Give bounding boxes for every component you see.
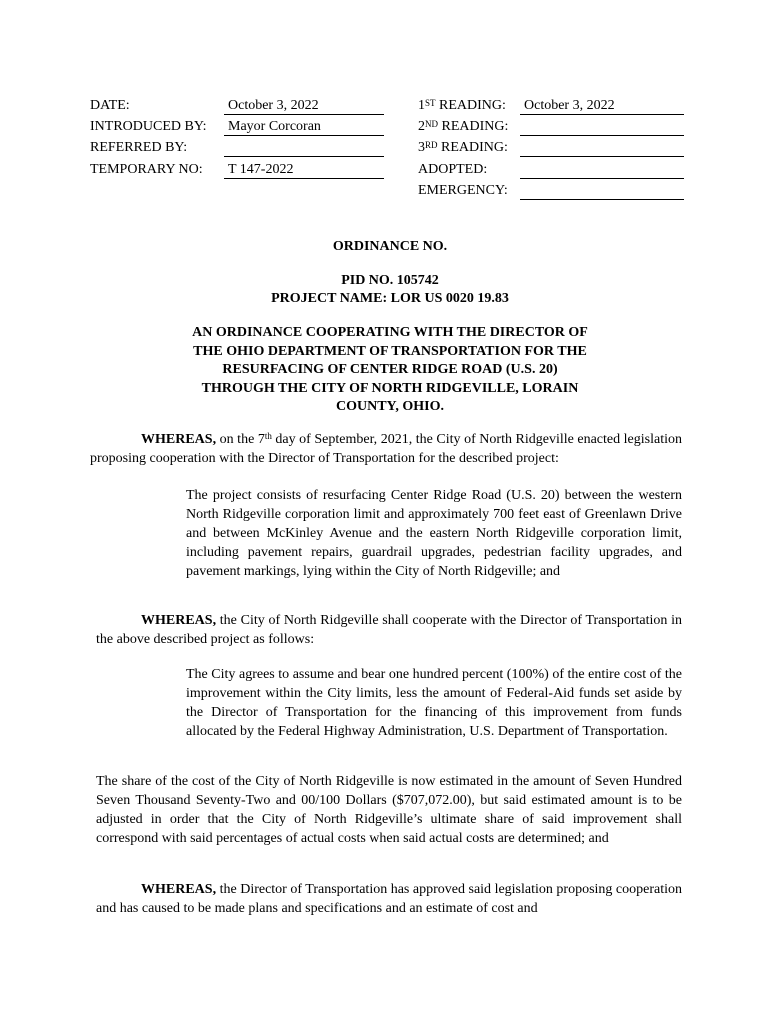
meta-value: T 147-2022 [224,161,384,179]
whereas-paragraph-2: WHEREAS, the City of North Ridgeville shall cooperate with the Director of Transportation in the above described project as follows: [96,613,682,647]
meta-value [520,182,684,200]
meta-label: DATE: [90,98,130,113]
title-line: RESURFACING OF CENTER RIDGE ROAD (U.S. 20) [222,362,558,377]
meta-label: ADOPTED: [418,162,488,177]
title-line: THROUGH THE CITY OF NORTH RIDGEVILLE, LORAIN [201,381,579,396]
meta-label: 3RD READING: [418,140,508,155]
title-line: AN ORDINANCE COOPERATING WITH THE DIRECTOR OF [192,325,588,340]
whereas-lead: WHEREAS, [141,432,217,447]
whereas-paragraph-3: WHEREAS, the Director of Transportation has approved said legislation proposing cooperation and has caused to be made plans and specifications and an estimate of cost and [96,882,682,916]
meta-label: 1ST READING: [418,98,506,113]
meta-value: October 3, 2022 [224,97,384,115]
project-name: PROJECT NAME: LOR US 0020 19.83 [271,291,509,306]
title-line: THE OHIO DEPARTMENT OF TRANSPORTATION FOR THE [193,344,587,359]
ordinance-number: ORDINANCE NO. [332,239,448,254]
meta-value: October 3, 2022 [520,97,684,115]
pid-number: PID NO. 105742 [341,273,439,288]
meta-value [520,139,684,157]
cost-share-paragraph: The share of the cost of the City of North Ridgeville is now estimated in the amount of Seven Hundred Seven Thousand Seventy-Two and 00/100 Dollars ($707,072.00), but said estimated amount is to be adjusted in order that the City of North Ridgeville’s ultimate share of said improvement shall correspond with said percentages of actual costs when said actual costs are determined; and [96,774,682,846]
title-line: COUNTY, OHIO. [335,399,444,414]
cost-agreement: The City agrees to assume and bear one hundred percent (100%) of the entire cost of the improvement within the City limits, less the amount of Federal-Aid funds set aside by the Director of Transportation for the financing of this improvement from funds allocated by the Federal Highway Administration, U.S. Department of Transportation. [186,667,682,739]
meta-label: TEMPORARY NO: [90,162,203,177]
project-description: The project consists of resurfacing Center Ridge Road (U.S. 20) between the western North Ridgeville corporation limit and approximately 700 feet east of Greenlawn Drive and between McKinley Avenue and the eastern North Ridgeville corporation limit, including pavement repairs, guardrail upgrades, pedestrian facility upgrades, and pavement markings, lying within the City of North Ridgeville; and [186,488,682,579]
meta-label: REFERRED BY: [90,140,188,155]
meta-value [224,139,384,157]
meta-label: 2ND READING: [418,119,509,134]
meta-value [520,118,684,136]
whereas-lead: WHEREAS, [141,882,217,897]
whereas-paragraph-1: WHEREAS, on the 7th day of September, 2021, the City of North Ridgeville enacted legislation proposing cooperation with the Director of Transportation for the described project: [90,431,682,466]
meta-value [520,161,684,179]
meta-label: EMERGENCY: [418,183,508,198]
whereas-lead: WHEREAS, [141,613,217,628]
meta-label: INTRODUCED BY: [90,119,207,134]
meta-value: Mayor Corcoran [224,118,384,136]
